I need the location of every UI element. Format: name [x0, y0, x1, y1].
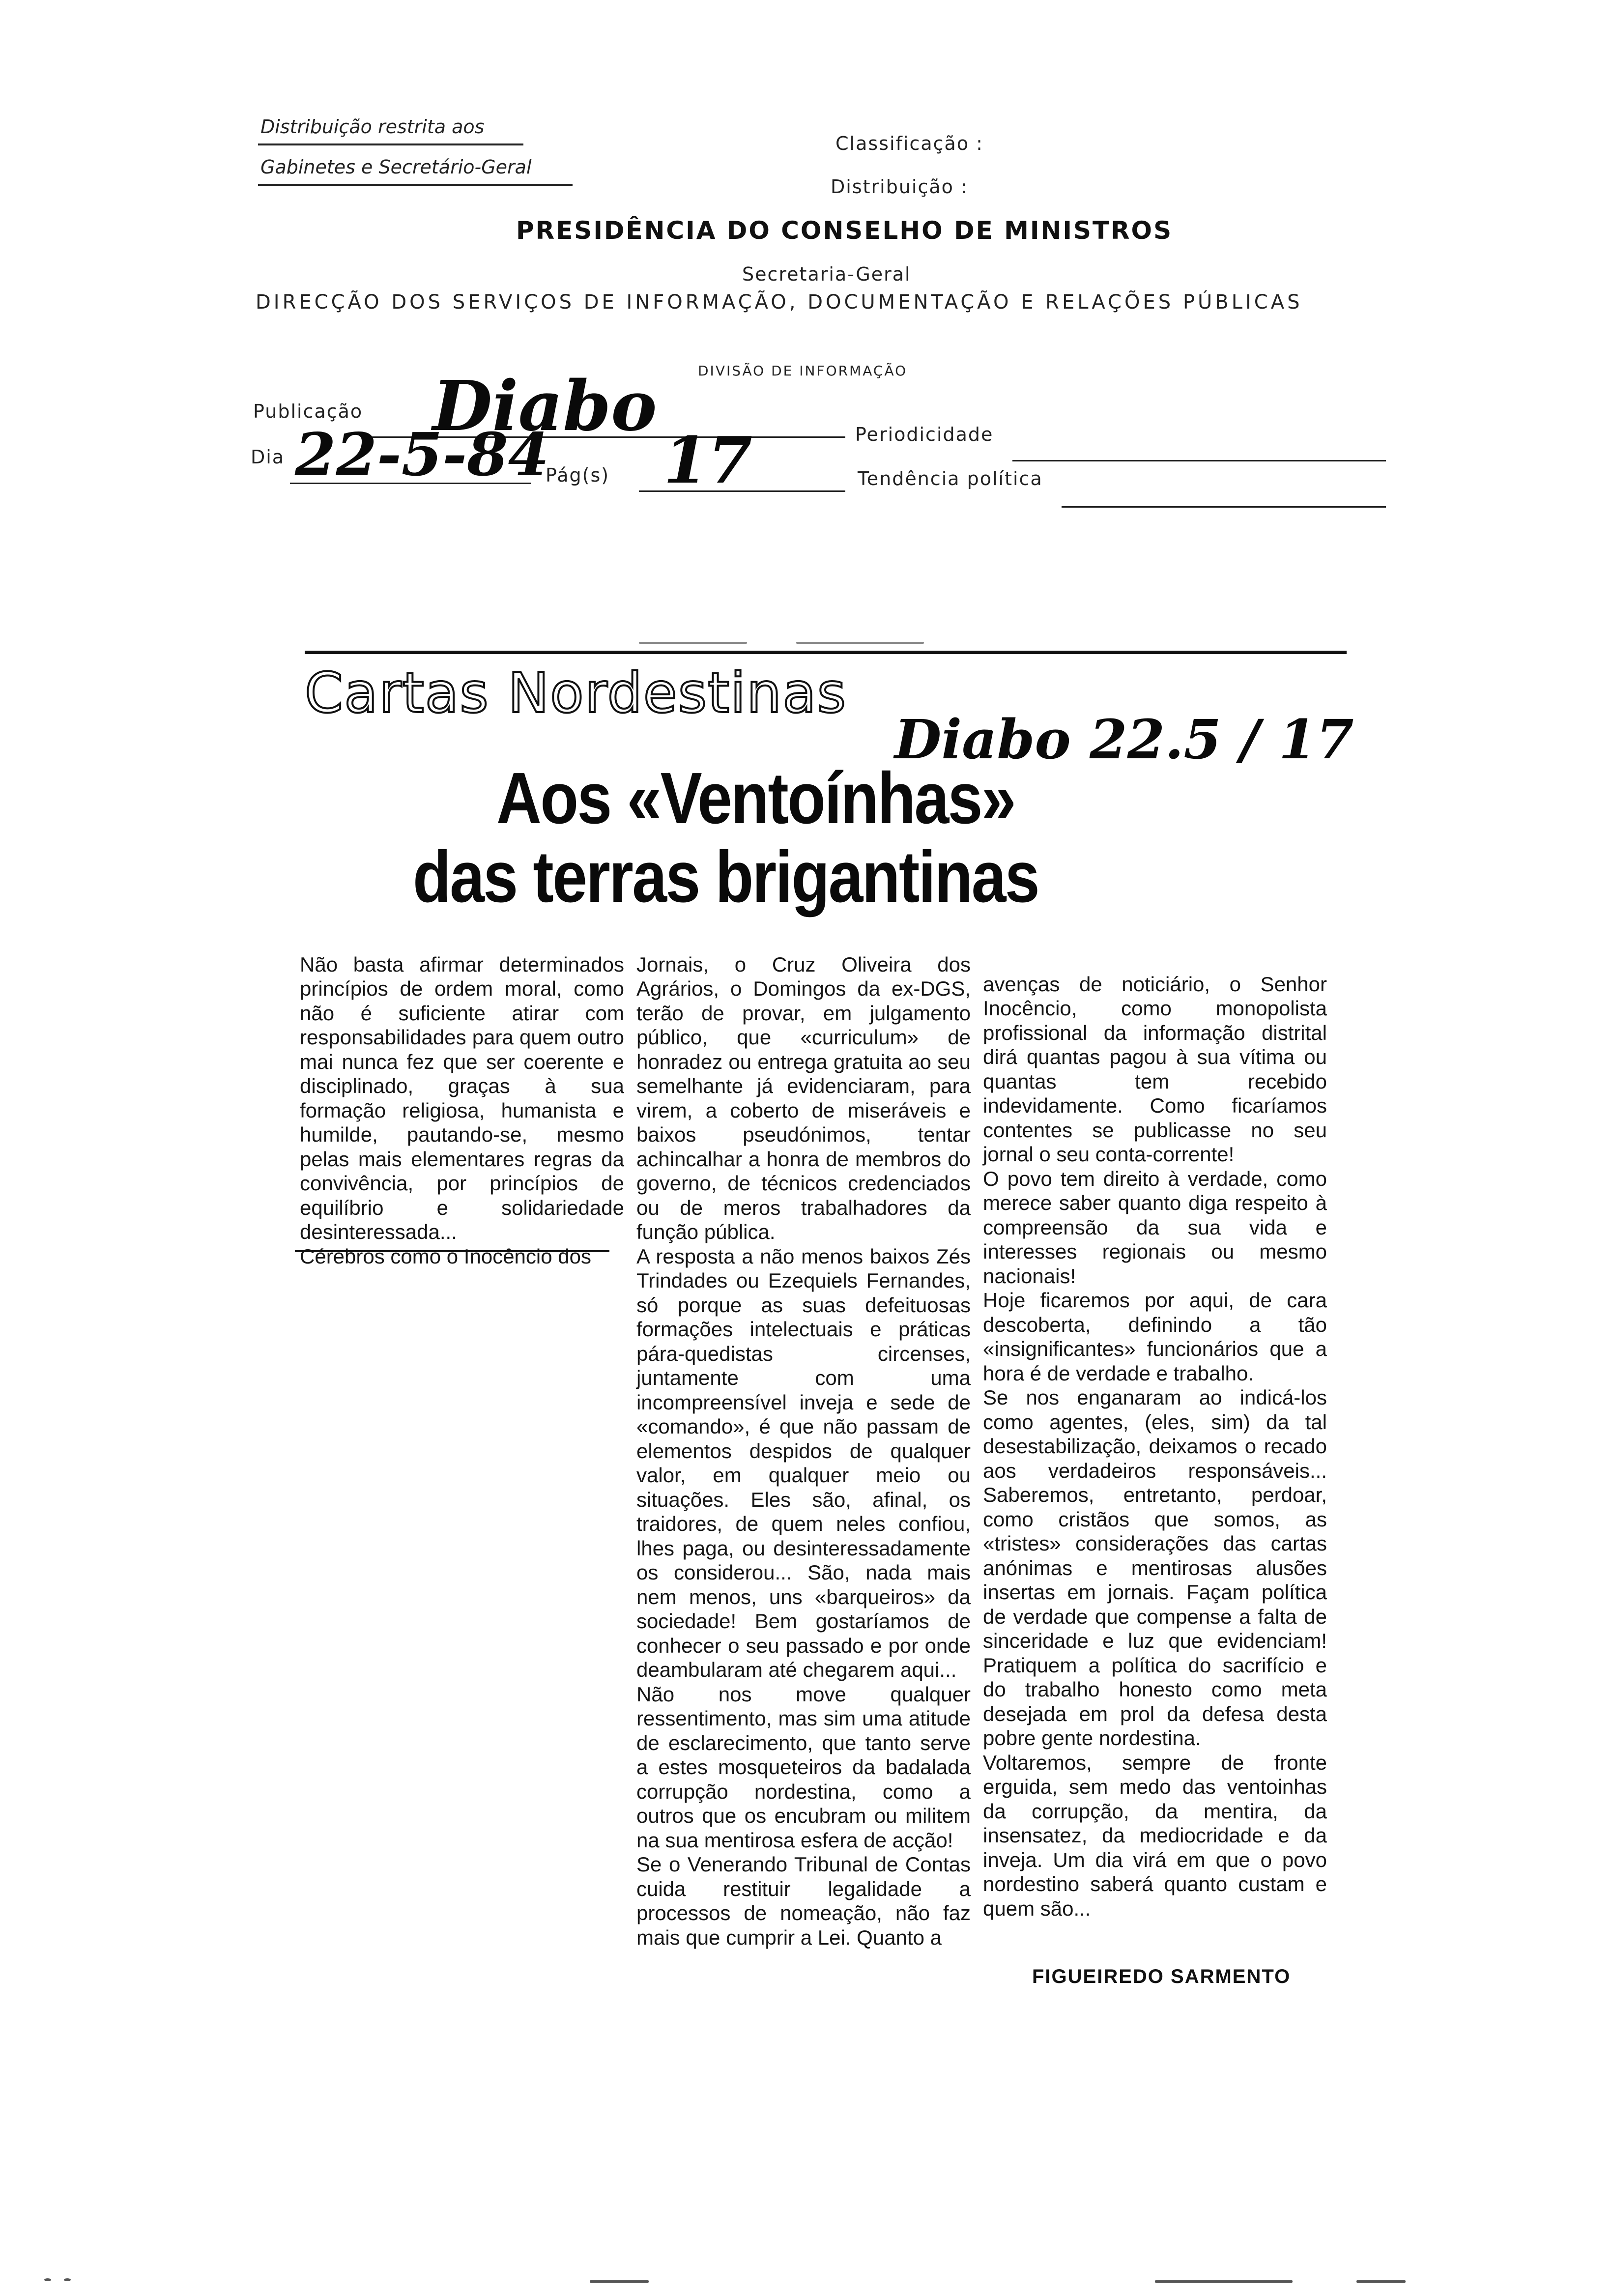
- section-title: Cartas Nordestinas: [305, 661, 847, 725]
- pags-label: Pág(s): [546, 464, 610, 486]
- headline-line-1: Aos «Ventoínhas»: [496, 758, 1015, 839]
- headline-line-2: das terras brigantinas: [413, 836, 1039, 918]
- publicacao-handwritten: Diabo: [432, 366, 657, 447]
- article-byline: FIGUEIREDO SARMENTO: [1032, 1966, 1291, 1987]
- handwritten-note: Diabo 22.5 / 17: [894, 708, 1354, 771]
- article-column-1: [300, 928, 624, 1293]
- periodicidade-field-line: [1012, 460, 1386, 461]
- scan-speck: [796, 642, 924, 644]
- secretaria-geral: Secretaria-Geral: [742, 263, 911, 285]
- dia-field-line: [290, 483, 531, 484]
- scan-speck: [590, 2280, 649, 2283]
- restriction-underline-2: [258, 184, 573, 186]
- article-column-3: [983, 947, 1327, 1945]
- restriction-line-1: Distribuição restrita aos: [260, 116, 485, 138]
- pags-field-line: [639, 490, 845, 492]
- presidencia-title: PRESIDÊNCIA DO CONSELHO DE MINISTROS: [516, 216, 1173, 245]
- restriction-underline-1: [258, 144, 523, 145]
- publicacao-label: Publicação: [253, 401, 363, 422]
- scan-speck: [1155, 2280, 1293, 2283]
- direccao-servicos: DIRECÇÃO DOS SERVIÇOS DE INFORMAÇÃO, DOCUMENTAÇÃO E RELAÇÕES PÚBLICAS: [256, 291, 1303, 314]
- column-1-text: Não basta afirmar determinados princípios de ordem moral, como não é suficiente atirar com responsabilidades para quem outro mai nunca fez que ser coerente e disciplinado, graças à sua formação religiosa, humanista e humilde, pautando-se, mesmo pelas mais elementares regras da convivência, por princípios de equilíbrio e solidariedade desinteressada... Cérebros como o Inocêncio dos: [300, 952, 624, 1268]
- restriction-line-2: Gabinetes e Secretário-Geral: [260, 156, 532, 178]
- column-2-text: Jornais, o Cruz Oliveira dos Agrários, o Domingos da ex-DGS, terão de provar, em julgamento público, que «curriculum» de honradez ou entrega gratuita ao seu semelhante já evidenciaram, para virem, a coberto de miseráveis e baixos pseudónimos, tentar achincalhar a honra de membros do governo, de técnicos credenciados ou de meros trabalhadores da função pública. A resposta a não menos baixos Zés Trindades ou Ezequiels Fernandes, só porque as suas defeituosas formações intelectuais e práticas pára-quedistas circenses, juntamente com uma incompreensível inveja e sede de «comando», é que não passam de elementos despidos de qualquer valor, em qualquer meio ou situações. Eles são, afinal, os traidores, de quem neles confiou, lhes paga, ou desinteressadamente os considerou... São, nada mais nem menos, uns «barqueiros» da sociedade! Bem gostaríamos de conhecer o seu passado e por onde deambularam até chegarem aqui... Não nos move qualquer ressentimento, mas sim uma atitude de esclarecimento, que tanto serve a estes mosqueteiros da badalada corrupção nordestina, como a outros que os encubram ou militem na sua mentirosa esfera de acção! Se o Venerando Tribunal de Contas cuida restituir legalidade a processos de nomeação, não faz mais que cumprir a Lei. Quanto a: [636, 952, 971, 1949]
- scan-speck: [1356, 2280, 1406, 2283]
- scan-speck: [44, 2278, 51, 2281]
- pags-handwritten: 17: [663, 423, 752, 498]
- tendencia-label: Tendência política: [858, 468, 1043, 489]
- dia-label: Dia: [251, 446, 285, 468]
- divisao-informacao: DIVISÃO DE INFORMAÇÃO: [698, 363, 908, 379]
- scan-speck: [64, 2278, 71, 2281]
- distribuicao-label: Distribuição :: [831, 176, 968, 198]
- dia-handwritten: 22-5-84: [295, 420, 549, 489]
- tendencia-field-line: [1062, 506, 1386, 508]
- column-3-text: avenças de noticiário, o Senhor Inocêncio, como monopolista profissional da informação distrital dirá quantas pagou à sua vítima ou quantas tem recebido indevidamente. Como ficaríamos contentes se publicasse no seu jornal o seu conta-corrente! O povo tem direito à verdade, como merece saber quanto diga respeito à compreensão da sua vida e interesses regionais ou mesmo nacionais! Hoje ficaremos por aqui, de cara descoberta, definindo a tão «insignificantes» funcionários que a hora é de verdade e trabalho. Se nos enganaram ao indicá-los como agentes, (eles, sim) da tal desestabilização, deixamos o recado aos verdadeiros responsáveis... Saberemos, entretanto, perdoar, como cristãos que somos, as «tristes» considerações das cartas anónimas e mentirosas alusões insertas em jornais. Façam política de verdade que compense a falta de sinceridade e luz que evidenciam! Pratiquem a política do sacrifício e do trabalho honesto como meta desejada em prol da defesa desta pobre gente nordestina. Voltaremos, sempre de fronte erguida, sem medo das ventoinhas da corrupção, da mentira, da insensatez, da mediocridade e da inveja. Um dia virá em que o povo nordestino saberá quanto custam e quem são...: [983, 972, 1327, 1920]
- clipping-top-rule: [305, 651, 1347, 654]
- article-column-2: [636, 928, 971, 1974]
- periodicidade-label: Periodicidade: [855, 424, 994, 445]
- column-1-end-rule: [295, 1250, 609, 1252]
- classificacao-label: Classificação :: [835, 133, 983, 154]
- scan-speck: [639, 642, 747, 644]
